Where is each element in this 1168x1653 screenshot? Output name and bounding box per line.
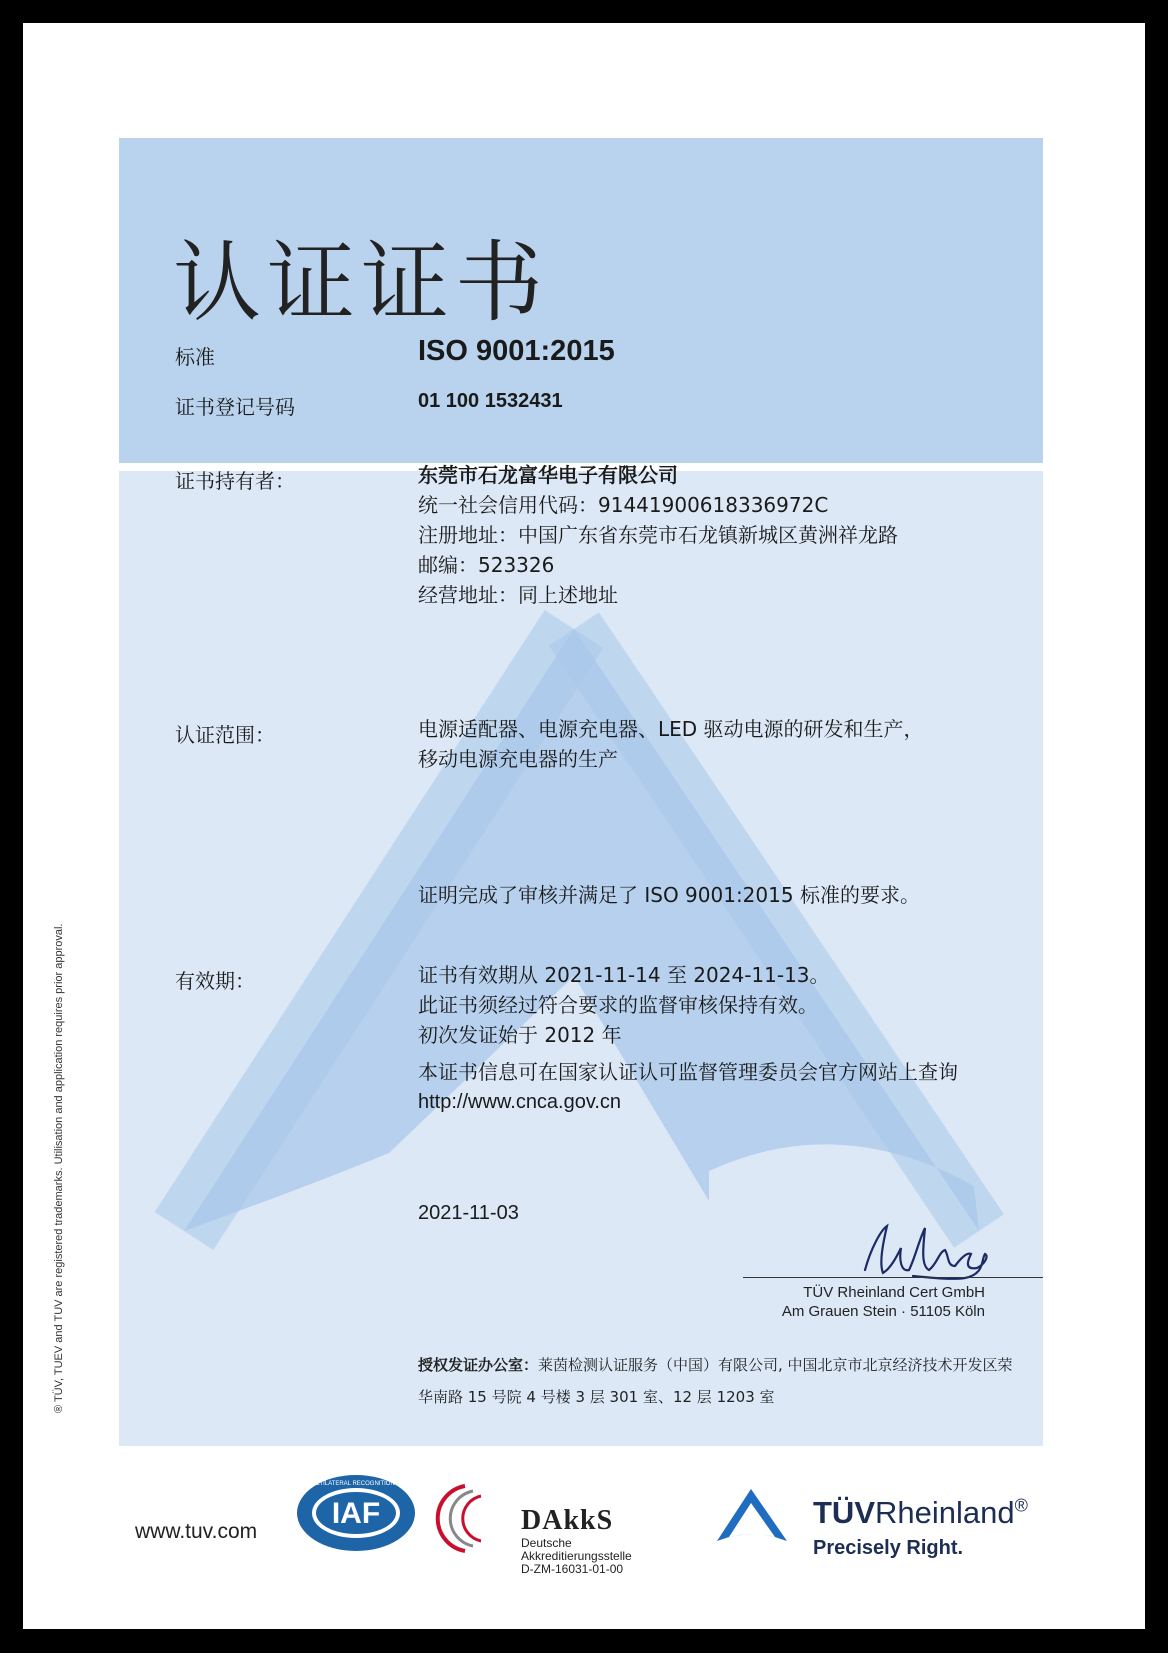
holder-block [418,460,898,610]
validity-line-3: 初次发证始于 2012 年 [418,1023,622,1047]
holder-postcode: 邮编：523326 [418,553,555,577]
holder-business-address: 经营地址：同上述地址 [418,583,618,607]
dakks-name: DAkkS [521,1505,614,1536]
issuing-office-text: 莱茵检测认证服务（中国）有限公司, 中国北京市北京经济技术开发区荣华南路 15 号院 4 号楼 3 层 301 室、12 层 1203 室 [418,1356,1013,1406]
tuv-brand-bold: TÜV [813,1495,875,1530]
dakks-line-1: Deutsche [521,1536,572,1550]
certificate-page [23,23,1145,1629]
iaf-ring-text: MEMBER OF MULTILATERAL RECOGNITION ARRANGEMENT [269,1481,443,1487]
dakks-line-2: Akkreditierungsstelle [521,1549,632,1563]
scope-label: 认证范围： [175,723,275,747]
issuing-office-label: 授权发证办公室： [418,1356,539,1374]
issuer-name: TÜV Rheinland Cert GmbH [803,1284,985,1301]
standard-label: 标准 [175,345,215,369]
validity-block [418,960,830,1050]
tuv-slogan: Precisely Right. [813,1537,964,1559]
scope-line-1: 电源适配器、电源充电器、LED 驱动电源的研发和生产， [418,717,924,741]
lookup-url: http://www.cnca.gov.cn [418,1091,622,1113]
issuer-address: Am Grauen Stein · 51105 Köln [781,1303,985,1320]
holder-credit-code: 统一社会信用代码：91441900618336972C [418,493,829,517]
lookup-block [418,1057,958,1117]
conformity-statement: 证明完成了审核并满足了 ISO 9001:2015 标准的要求。 [418,883,920,907]
certificate-title: 认证证书 [173,231,550,334]
tuv-brand-rest: Rheinland [875,1495,1015,1530]
validity-line-2: 此证书须经过符合要求的监督审核保持有效。 [418,993,818,1017]
lookup-text: 本证书信息可在国家认证认可监督管理委员会官方网站上查询 [418,1060,958,1084]
dakks-mark [425,1481,520,1556]
scope-block [418,714,924,774]
signature-line [743,1277,1043,1278]
scope-line-2: 移动电源充电器的生产 [418,747,618,771]
standard-value: ISO 9001:2015 [418,335,615,367]
reg-number-label: 证书登记号码 [175,395,295,419]
holder-label: 证书持有者： [175,469,295,493]
tuv-triangle-logo [713,1485,793,1545]
iaf-logo-text: IAF [331,1497,381,1530]
reg-number-value: 01 100 1532431 [418,390,563,412]
issuing-office [418,1349,1018,1413]
dakks-block [521,1505,632,1576]
dakks-code: D-ZM-16031-01-00 [521,1562,624,1576]
tuv-registered-mark: ® [1014,1495,1028,1516]
trademark-note: ® TÜV, TUEV and TUV are registered trademarks. Utilisation and application requires prior approval. [53,923,65,1413]
holder-name: 东莞市石龙富华电子有限公司 [418,463,678,487]
holder-reg-address: 注册地址：中国广东省东莞市石龙镇新城区黄洲祥龙路 [418,523,898,547]
tuv-brand-name [813,1495,1028,1531]
website-text: www.tuv.com [135,1520,258,1543]
tuv-brand-block [813,1495,1028,1560]
issuer-block [782,1283,985,1321]
issue-date: 2021-11-03 [418,1202,519,1224]
validity-label: 有效期： [175,969,255,993]
iaf-logo [269,1473,443,1553]
validity-line-1: 证书有效期从 2021-11-14 至 2024-11-13。 [418,963,830,987]
